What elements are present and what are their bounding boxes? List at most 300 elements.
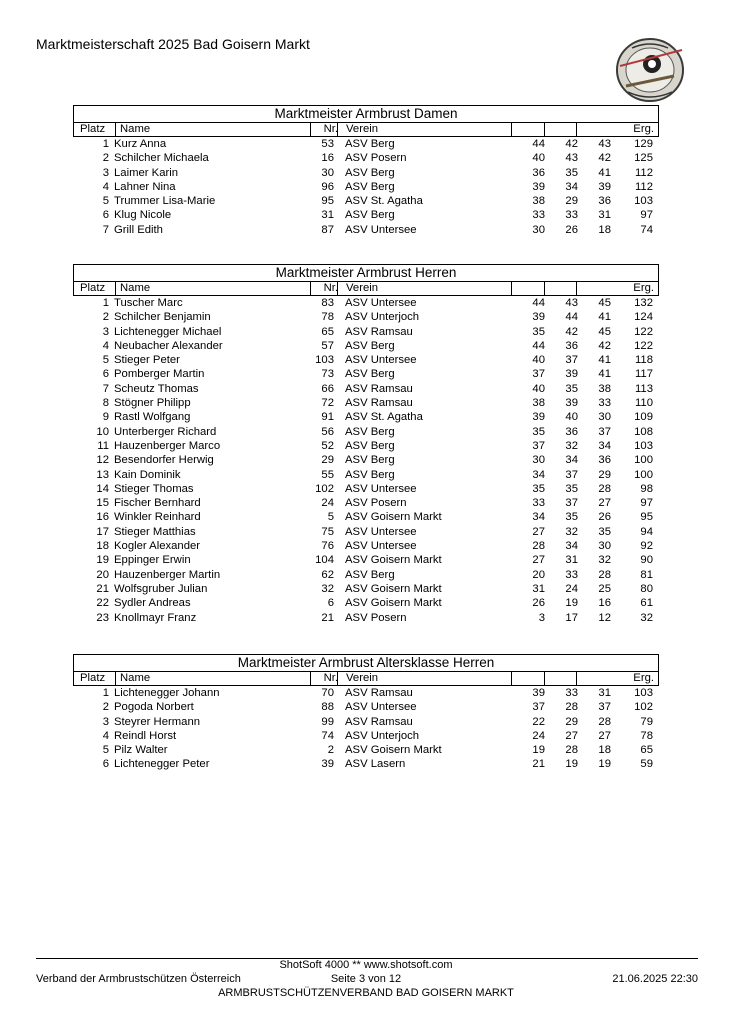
cell-nr: 31 <box>321 209 334 222</box>
cell-platz: 18 <box>96 540 109 553</box>
cell-ergebnis: 74 <box>640 223 653 236</box>
cell-name: Fischer Bernhard <box>114 497 201 510</box>
cell-verein: ASV Goisern Markt <box>345 582 442 595</box>
cell-verein: ASV Posern <box>345 611 407 624</box>
cell-serie-3: 42 <box>598 339 611 352</box>
cell-name: Eppinger Erwin <box>114 554 191 567</box>
table-row <box>73 353 659 367</box>
cell-serie-3: 18 <box>598 744 611 757</box>
cell-serie-2: 19 <box>565 597 578 610</box>
cell-platz: 22 <box>96 597 109 610</box>
cell-ergebnis: 80 <box>640 582 653 595</box>
cell-nr: 65 <box>321 325 334 338</box>
cell-serie-1: 39 <box>532 687 545 699</box>
cell-name: Lichtenegger Johann <box>114 687 220 699</box>
cell-serie-3: 12 <box>598 611 611 624</box>
cell-serie-1: 20 <box>532 568 545 581</box>
cell-name: Pilz Walter <box>114 744 168 757</box>
table-row <box>73 367 659 381</box>
cell-ergebnis: 32 <box>640 611 653 624</box>
cell-ergebnis: 113 <box>634 382 653 395</box>
cell-verein: ASV Berg <box>345 339 395 352</box>
cell-verein: ASV Posern <box>345 152 407 165</box>
cell-serie-2: 36 <box>565 425 578 438</box>
cell-platz: 4 <box>102 729 109 742</box>
cell-serie-1: 19 <box>532 744 545 757</box>
cell-ergebnis: 98 <box>640 482 653 495</box>
cell-name: Trummer Lisa-Marie <box>114 195 216 208</box>
cell-nr: 66 <box>321 382 334 395</box>
cell-serie-3: 16 <box>598 597 611 610</box>
cell-serie-3: 36 <box>598 195 611 208</box>
column-divider <box>544 123 545 136</box>
header-verein: Verein <box>346 672 379 684</box>
cell-nr: 103 <box>315 354 334 367</box>
cell-serie-2: 43 <box>565 152 578 165</box>
cell-serie-2: 39 <box>565 397 578 410</box>
cell-platz: 1 <box>102 297 109 309</box>
cell-serie-1: 34 <box>532 468 545 481</box>
table-row <box>73 743 659 757</box>
cell-serie-1: 37 <box>532 701 545 714</box>
cell-ergebnis: 110 <box>634 397 653 410</box>
cell-verein: ASV Unterjoch <box>345 311 420 324</box>
cell-ergebnis: 95 <box>640 511 653 524</box>
cell-serie-2: 36 <box>565 339 578 352</box>
table-row <box>73 166 659 180</box>
cell-serie-1: 35 <box>532 482 545 495</box>
cell-nr: 75 <box>321 525 334 538</box>
cell-serie-2: 33 <box>565 568 578 581</box>
cell-nr: 73 <box>321 368 334 381</box>
cell-serie-1: 38 <box>532 195 545 208</box>
cell-verein: ASV Ramsau <box>345 687 413 699</box>
table-row <box>73 439 659 453</box>
cell-nr: 91 <box>321 411 334 424</box>
cell-serie-3: 33 <box>598 397 611 410</box>
cell-name: Rastl Wolfgang <box>114 411 191 424</box>
cell-serie-1: 44 <box>532 138 545 150</box>
cell-serie-1: 27 <box>532 525 545 538</box>
cell-platz: 2 <box>102 311 109 324</box>
cell-name: Hauzenberger Martin <box>114 568 221 581</box>
footer-organizer: ARMBRUSTSCHÜTZENVERBAND BAD GOISERN MARKT <box>218 987 514 999</box>
header-platz: Platz <box>80 123 106 135</box>
header-verein: Verein <box>346 282 379 294</box>
cell-nr: 29 <box>321 454 334 467</box>
cell-serie-1: 37 <box>532 368 545 381</box>
cell-platz: 19 <box>96 554 109 567</box>
cell-verein: ASV Ramsau <box>345 397 413 410</box>
cell-nr: 95 <box>321 195 334 208</box>
cell-name: Neubacher Alexander <box>114 339 223 352</box>
cell-platz: 3 <box>102 325 109 338</box>
cell-ergebnis: 81 <box>640 568 653 581</box>
cell-ergebnis: 94 <box>640 525 653 538</box>
cell-ergebnis: 102 <box>634 701 653 714</box>
table-row <box>73 339 659 353</box>
cell-ergebnis: 118 <box>634 354 653 367</box>
table-row <box>73 137 659 151</box>
cell-nr: 83 <box>321 297 334 309</box>
cell-serie-2: 40 <box>565 411 578 424</box>
cell-platz: 16 <box>96 511 109 524</box>
cell-verein: ASV Berg <box>345 468 395 481</box>
cell-ergebnis: 90 <box>640 554 653 567</box>
cell-name: Reindl Horst <box>114 729 177 742</box>
cell-serie-3: 37 <box>598 425 611 438</box>
cell-ergebnis: 109 <box>634 411 653 424</box>
header-name: Name <box>120 672 151 684</box>
cell-ergebnis: 112 <box>634 166 653 179</box>
cell-ergebnis: 132 <box>634 297 653 309</box>
cell-serie-3: 45 <box>598 325 611 338</box>
cell-serie-1: 40 <box>532 382 545 395</box>
cell-serie-2: 26 <box>565 223 578 236</box>
header-nr: Nr. <box>323 672 338 684</box>
cell-nr: 52 <box>321 439 334 452</box>
cell-serie-1: 44 <box>532 339 545 352</box>
cell-serie-1: 40 <box>532 152 545 165</box>
cell-platz: 3 <box>102 715 109 728</box>
cell-name: Kogler Alexander <box>114 540 201 553</box>
cell-name: Steyrer Hermann <box>114 715 201 728</box>
header-nr: Nr. <box>323 282 338 294</box>
cell-verein: ASV Goisern Markt <box>345 597 442 610</box>
table-row <box>73 482 659 496</box>
cell-nr: 5 <box>327 511 334 524</box>
table-row <box>73 453 659 467</box>
cell-serie-1: 31 <box>532 582 545 595</box>
cell-platz: 4 <box>102 180 109 193</box>
table-row <box>73 382 659 396</box>
cell-nr: 78 <box>321 311 334 324</box>
cell-verein: ASV Berg <box>345 454 395 467</box>
cell-serie-2: 37 <box>565 497 578 510</box>
page-title: Marktmeisterschaft 2025 Bad Goisern Markt <box>36 36 310 52</box>
cell-nr: 53 <box>321 138 334 150</box>
cell-ergebnis: 129 <box>634 138 653 150</box>
cell-nr: 99 <box>321 715 334 728</box>
cell-name: Scheutz Thomas <box>114 382 199 395</box>
table-row <box>73 510 659 524</box>
cell-nr: 72 <box>321 397 334 410</box>
cell-ergebnis: 61 <box>640 597 653 610</box>
cell-serie-3: 27 <box>598 497 611 510</box>
cell-verein: ASV Ramsau <box>345 715 413 728</box>
cell-ergebnis: 117 <box>634 368 653 381</box>
cell-serie-1: 30 <box>532 223 545 236</box>
cell-platz: 6 <box>102 209 109 222</box>
section-title: Marktmeister Armbrust Altersklasse Herren <box>73 654 659 672</box>
cell-platz: 10 <box>96 425 109 438</box>
cell-serie-1: 3 <box>538 611 545 624</box>
cell-serie-2: 29 <box>565 195 578 208</box>
cell-serie-3: 42 <box>598 152 611 165</box>
results-table <box>73 264 659 625</box>
table-row <box>73 611 659 625</box>
cell-verein: ASV Untersee <box>345 540 417 553</box>
cell-nr: 76 <box>321 540 334 553</box>
cell-platz: 1 <box>102 138 109 150</box>
cell-name: Laimer Karin <box>114 166 179 179</box>
cell-serie-3: 41 <box>598 311 611 324</box>
table-row <box>73 425 659 439</box>
cell-serie-2: 17 <box>565 611 578 624</box>
cell-platz: 5 <box>102 195 109 208</box>
cell-platz: 13 <box>96 468 109 481</box>
cell-name: Stieger Matthias <box>114 525 196 538</box>
cell-serie-3: 45 <box>598 297 611 309</box>
cell-serie-3: 34 <box>598 439 611 452</box>
table-row <box>73 151 659 165</box>
cell-serie-1: 26 <box>532 597 545 610</box>
cell-serie-1: 38 <box>532 397 545 410</box>
cell-verein: ASV Goisern Markt <box>345 744 442 757</box>
cell-serie-3: 32 <box>598 554 611 567</box>
cell-serie-2: 39 <box>565 368 578 381</box>
cell-serie-1: 35 <box>532 325 545 338</box>
cell-nr: 16 <box>321 152 334 165</box>
cell-serie-3: 41 <box>598 354 611 367</box>
cell-serie-3: 18 <box>598 223 611 236</box>
cell-serie-2: 34 <box>565 180 578 193</box>
cell-serie-2: 42 <box>565 138 578 150</box>
table-row <box>73 325 659 339</box>
cell-serie-1: 34 <box>532 511 545 524</box>
header-erg: Erg. <box>633 672 654 684</box>
table-row <box>73 568 659 582</box>
table-row <box>73 525 659 539</box>
cell-platz: 2 <box>102 152 109 165</box>
column-divider <box>576 672 577 685</box>
table-row <box>73 596 659 610</box>
cell-verein: ASV Untersee <box>345 701 417 714</box>
cell-verein: ASV Untersee <box>345 525 417 538</box>
table-row <box>73 223 659 237</box>
column-divider <box>310 123 311 136</box>
cell-verein: ASV Berg <box>345 180 395 193</box>
cell-serie-3: 43 <box>598 138 611 150</box>
cell-name: Kain Dominik <box>114 468 181 481</box>
cell-name: Schilcher Benjamin <box>114 311 211 324</box>
cell-name: Sydler Andreas <box>114 597 191 610</box>
table-row <box>73 468 659 482</box>
column-divider <box>337 672 338 685</box>
cell-nr: 96 <box>321 180 334 193</box>
cell-serie-3: 19 <box>598 758 611 771</box>
cell-serie-2: 35 <box>565 511 578 524</box>
table-header <box>73 672 659 686</box>
column-divider <box>511 672 512 685</box>
cell-serie-1: 39 <box>532 411 545 424</box>
header-nr: Nr. <box>323 123 338 135</box>
cell-serie-2: 44 <box>565 311 578 324</box>
cell-platz: 5 <box>102 744 109 757</box>
cell-verein: ASV Lasern <box>345 758 406 771</box>
cell-ergebnis: 122 <box>634 339 653 352</box>
cell-name: Schilcher Michaela <box>114 152 209 165</box>
cell-verein: ASV Berg <box>345 138 395 150</box>
cell-serie-2: 33 <box>565 209 578 222</box>
cell-ergebnis: 92 <box>640 540 653 553</box>
column-divider <box>310 672 311 685</box>
cell-ergebnis: 125 <box>634 152 653 165</box>
header-erg: Erg. <box>633 282 654 294</box>
cell-platz: 6 <box>102 368 109 381</box>
cell-serie-2: 42 <box>565 325 578 338</box>
cell-serie-3: 31 <box>598 209 611 222</box>
cell-nr: 56 <box>321 425 334 438</box>
cell-verein: ASV Berg <box>345 166 395 179</box>
cell-ergebnis: 124 <box>634 311 653 324</box>
table-row <box>73 686 659 700</box>
table-row <box>73 296 659 310</box>
cell-nr: 24 <box>321 497 334 510</box>
cell-serie-3: 37 <box>598 701 611 714</box>
cell-serie-3: 36 <box>598 454 611 467</box>
cell-serie-1: 37 <box>532 439 545 452</box>
cell-name: Stögner Philipp <box>114 397 191 410</box>
cell-serie-2: 31 <box>565 554 578 567</box>
cell-ergebnis: 108 <box>634 425 653 438</box>
header-verein: Verein <box>346 123 379 135</box>
cell-serie-3: 31 <box>598 687 611 699</box>
section-title: Marktmeister Armbrust Herren <box>73 264 659 282</box>
cell-platz: 1 <box>102 687 109 699</box>
cell-platz: 9 <box>102 411 109 424</box>
cell-name: Unterberger Richard <box>114 425 217 438</box>
cell-serie-2: 43 <box>565 297 578 309</box>
cell-serie-3: 25 <box>598 582 611 595</box>
cell-serie-1: 33 <box>532 209 545 222</box>
column-divider <box>337 123 338 136</box>
cell-serie-2: 19 <box>565 758 578 771</box>
table-row <box>73 715 659 729</box>
cell-platz: 21 <box>96 582 109 595</box>
column-divider <box>115 123 116 136</box>
cell-verein: ASV Untersee <box>345 482 417 495</box>
cell-platz: 4 <box>102 339 109 352</box>
cell-serie-1: 21 <box>532 758 545 771</box>
cell-nr: 70 <box>321 687 334 699</box>
cell-name: Pogoda Norbert <box>114 701 194 714</box>
cell-serie-1: 39 <box>532 180 545 193</box>
cell-platz: 17 <box>96 525 109 538</box>
cell-name: Lichtenegger Peter <box>114 758 210 771</box>
cell-platz: 3 <box>102 166 109 179</box>
cell-serie-2: 33 <box>565 687 578 699</box>
column-divider <box>511 123 512 136</box>
cell-serie-3: 28 <box>598 568 611 581</box>
footer-page-number: Seite 3 von 12 <box>330 973 402 985</box>
table-row <box>73 310 659 324</box>
cell-serie-1: 30 <box>532 454 545 467</box>
cell-ergebnis: 78 <box>640 729 653 742</box>
cell-serie-3: 39 <box>598 180 611 193</box>
cell-verein: ASV Berg <box>345 568 395 581</box>
table-row <box>73 194 659 208</box>
cell-platz: 20 <box>96 568 109 581</box>
cell-serie-2: 32 <box>565 525 578 538</box>
header-platz: Platz <box>80 282 106 294</box>
cell-serie-2: 35 <box>565 482 578 495</box>
cell-ergebnis: 103 <box>634 195 653 208</box>
header-name: Name <box>120 282 151 294</box>
footer-software: ShotSoft 4000 ** www.shotsoft.com <box>279 959 453 971</box>
cell-ergebnis: 100 <box>634 454 653 467</box>
cell-serie-2: 29 <box>565 715 578 728</box>
cell-serie-2: 37 <box>565 468 578 481</box>
cell-verein: ASV Berg <box>345 439 395 452</box>
cell-verein: ASV St. Agatha <box>345 195 423 208</box>
cell-nr: 2 <box>327 744 334 757</box>
cell-nr: 74 <box>321 729 334 742</box>
cell-ergebnis: 97 <box>640 497 653 510</box>
cell-verein: ASV Goisern Markt <box>345 554 442 567</box>
table-row <box>73 539 659 553</box>
cell-nr: 104 <box>315 554 334 567</box>
cell-name: Stieger Peter <box>114 354 180 367</box>
cell-serie-3: 29 <box>598 468 611 481</box>
column-divider <box>576 282 577 295</box>
cell-verein: ASV Goisern Markt <box>345 511 442 524</box>
cell-nr: 57 <box>321 339 334 352</box>
cell-name: Pomberger Martin <box>114 368 205 381</box>
cell-serie-1: 22 <box>532 715 545 728</box>
cell-verein: ASV Unterjoch <box>345 729 420 742</box>
cell-name: Tuscher Marc <box>114 297 183 309</box>
table-row <box>73 496 659 510</box>
cell-platz: 7 <box>102 382 109 395</box>
header-name: Name <box>120 123 151 135</box>
column-divider <box>511 282 512 295</box>
cell-serie-1: 28 <box>532 540 545 553</box>
cell-platz: 6 <box>102 758 109 771</box>
table-row <box>73 180 659 194</box>
cell-nr: 87 <box>321 223 334 236</box>
cell-ergebnis: 65 <box>640 744 653 757</box>
cell-ergebnis: 103 <box>634 687 653 699</box>
cell-serie-3: 30 <box>598 411 611 424</box>
cell-name: Stieger Thomas <box>114 482 194 495</box>
cell-nr: 30 <box>321 166 334 179</box>
cell-name: Klug Nicole <box>114 209 172 222</box>
table-row <box>73 208 659 222</box>
cell-serie-1: 35 <box>532 425 545 438</box>
cell-serie-1: 44 <box>532 297 545 309</box>
cell-platz: 2 <box>102 701 109 714</box>
cell-name: Lahner Nina <box>114 180 176 193</box>
cell-serie-3: 41 <box>598 368 611 381</box>
cell-serie-3: 38 <box>598 382 611 395</box>
cell-platz: 23 <box>96 611 109 624</box>
column-divider <box>544 672 545 685</box>
cell-serie-2: 24 <box>565 582 578 595</box>
cell-name: Knollmayr Franz <box>114 611 197 624</box>
cell-verein: ASV Ramsau <box>345 325 413 338</box>
cell-serie-1: 27 <box>532 554 545 567</box>
cell-serie-2: 35 <box>565 382 578 395</box>
cell-name: Hauzenberger Marco <box>114 439 221 452</box>
column-divider <box>115 282 116 295</box>
table-header <box>73 282 659 296</box>
cell-verein: ASV Untersee <box>345 297 417 309</box>
cell-verein: ASV Untersee <box>345 354 417 367</box>
header-erg: Erg. <box>633 123 654 135</box>
cell-platz: 7 <box>102 223 109 236</box>
cell-platz: 5 <box>102 354 109 367</box>
